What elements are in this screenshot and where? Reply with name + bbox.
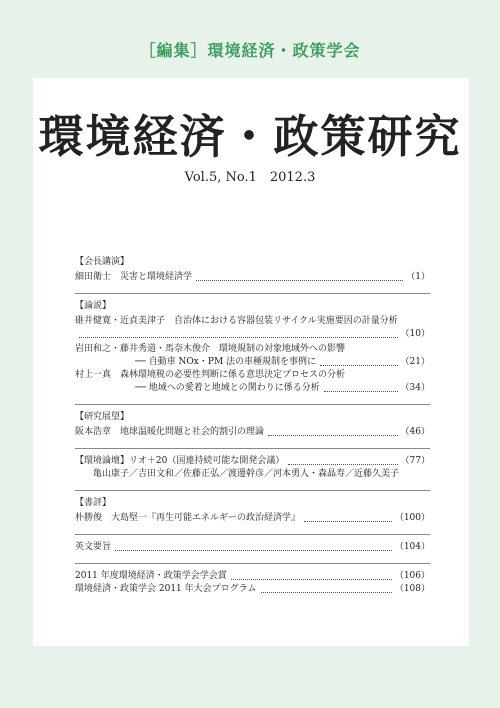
leader-dots [304, 521, 392, 522]
section-heading: 【論説】 [75, 301, 112, 311]
divider [75, 490, 430, 491]
toc-entry [75, 271, 430, 284]
section-environmental-forum [75, 455, 430, 481]
page-number: （34） [400, 383, 430, 393]
page-number: （106） [394, 571, 430, 581]
section-articles [75, 300, 430, 395]
section-book-review [75, 497, 430, 525]
toc-entry [75, 583, 430, 596]
section-presidential-lecture [75, 256, 430, 284]
toc-entry [75, 369, 430, 382]
page-number: （77） [400, 456, 430, 466]
divider [75, 448, 430, 449]
toc-entry [75, 343, 430, 356]
page-number: （1） [406, 272, 430, 282]
divider [75, 404, 430, 405]
section-society-news [75, 570, 430, 596]
entry-title: 2011 年度環境経済・政策学会学会賞 [75, 571, 227, 581]
page-number: （104） [394, 542, 430, 552]
page-number: （46） [400, 427, 430, 437]
toc-entry-subtitle [75, 356, 430, 369]
page-number: （108） [394, 584, 430, 594]
section-heading: 【環境論壇】リオ＋20（国連持続可能な開発会議） [75, 456, 285, 466]
entry-title: 阪本浩章 地球温暖化問題と社会的割引の理論 [75, 427, 265, 437]
leader-dots [115, 550, 392, 551]
divider [75, 534, 430, 535]
leader-dots [268, 435, 398, 436]
entry-title: 岩田和之・藤井秀道・馬奈木俊介 環境規制の対象地域外への影響 [75, 344, 346, 354]
toc-entry [75, 541, 430, 554]
page-number: （10） [400, 329, 430, 339]
section-heading: 【研究展望】 [75, 412, 130, 422]
leader-dots [231, 579, 392, 580]
divider [75, 563, 430, 564]
divider [75, 293, 430, 294]
table-of-contents [75, 256, 430, 605]
volume-issue: Vol.5, No.1 2012.3 [184, 170, 316, 185]
toc-entry [75, 315, 430, 328]
toc-entry-page-line [75, 328, 430, 341]
page-number: （21） [400, 357, 430, 367]
leader-dots [196, 280, 403, 281]
leader-dots [324, 391, 398, 392]
contributors: 亀山康子／吉田文和／佐藤正弘／渡邊幹彦／河本勇人・森晶寿／近藤久美子 [93, 469, 400, 479]
section-heading: 【会長講演】 [75, 257, 130, 267]
page-number: （100） [394, 513, 430, 523]
leader-dots [261, 592, 392, 593]
toc-entry [75, 426, 430, 439]
entry-title: 朴勝俊 大島堅一『再生可能エネルギーの政治経済学』 [75, 513, 301, 523]
leader-dots [320, 365, 398, 366]
entry-subtitle: ── 自動車 NOx・PM 法の車種規制を事例に [135, 357, 317, 367]
leader-dots [79, 337, 398, 338]
entry-subtitle: ── 地域への愛着と地域との関わりに係る分析 [135, 383, 320, 393]
toc-entry-subtitle [75, 382, 430, 395]
entry-title: 碓井健寛・近貞美津子 自治体における容器包装リサイクル実施要因の計量分析 [75, 316, 398, 326]
journal-title: 環境経済・政策研究 [38, 110, 462, 163]
entry-title: 環境経済・政策学会 2011 年大会プログラム [75, 584, 257, 594]
editor-label: ［編集］環境経済・政策学会 [139, 41, 361, 60]
toc-entry [75, 512, 430, 525]
section-english-abstracts [75, 541, 430, 554]
toc-entry [75, 570, 430, 583]
entry-title: 村上一真 森林環境税の必要性判断に係る意思決定プロセスの分析 [75, 370, 346, 380]
leader-dots [288, 464, 397, 465]
section-heading: 【書評】 [75, 498, 112, 508]
entry-title: 英文要旨 [75, 542, 112, 552]
entry-title: 細田衛士 災害と環境経済学 [75, 272, 193, 282]
toc-entry [75, 455, 430, 468]
section-research-perspective [75, 411, 430, 439]
